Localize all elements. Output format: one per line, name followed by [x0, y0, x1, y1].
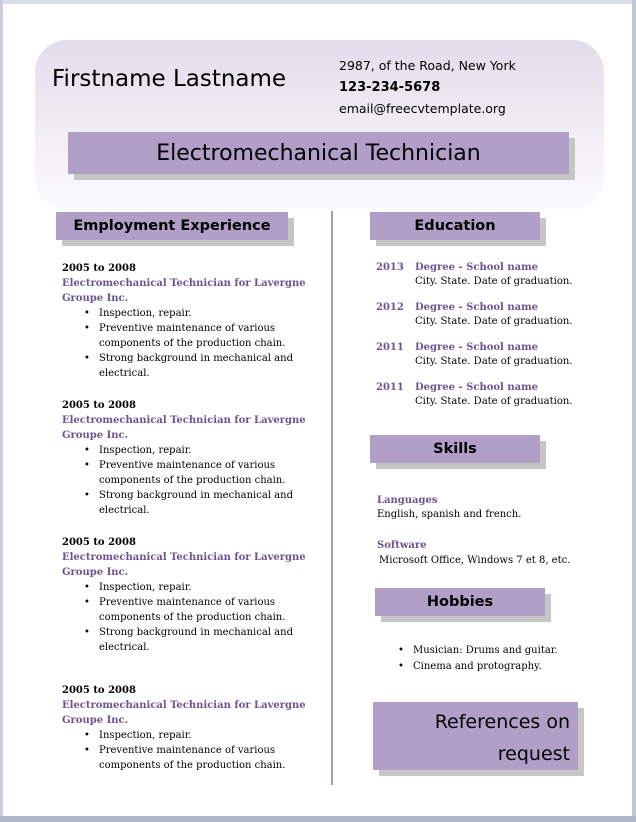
- education-degree: Degree - School name: [415, 262, 539, 273]
- hobby-item: • Musician: Drums and guitar.: [413, 643, 623, 659]
- job-bullet: • Preventive maintenance of various components of the production chain.: [99, 321, 326, 351]
- skill-software-value: Microsoft Office, Windows 7 et 8, etc.: [379, 555, 571, 566]
- education-details: City. State. Date of graduation.: [415, 316, 573, 327]
- references-line-2: request: [497, 743, 570, 765]
- job-entry: [62, 535, 326, 655]
- job-date: 2005 to 2008: [62, 263, 136, 274]
- job-bullet: • Inspection, repair.: [99, 443, 326, 458]
- job-title-banner: Electromechanical Technician: [68, 132, 569, 174]
- job-bullets: [62, 580, 326, 655]
- job-date: 2005 to 2008: [62, 537, 136, 548]
- education-degree: Degree - School name: [415, 302, 539, 313]
- education-details: City. State. Date of graduation.: [415, 356, 573, 367]
- hobby-item: • Cinema and protography.: [413, 659, 623, 675]
- contact-phone: 123-234-5678: [339, 80, 441, 95]
- education-year: 2011: [376, 342, 404, 353]
- job-bullet: • Preventive maintenance of various components of the production chain.: [99, 595, 326, 625]
- contact-email: email@freecvtemplate.org: [339, 101, 506, 116]
- skill-languages-label: Languages: [377, 495, 438, 506]
- job-role: Electromechanical Technician for Lavergne Groupe Inc.: [62, 415, 306, 441]
- job-role: Electromechanical Technician for Lavergne Groupe Inc.: [62, 700, 306, 726]
- job-bullet: • Preventive maintenance of various components of the production chain.: [99, 743, 326, 773]
- job-entry: [62, 683, 326, 773]
- references-text: [380, 706, 570, 770]
- education-degree: Degree - School name: [415, 382, 539, 393]
- job-date: 2005 to 2008: [62, 400, 136, 411]
- section-header-employment: Employment Experience: [56, 212, 288, 240]
- hobbies-list: [398, 643, 623, 675]
- job-entry: [62, 261, 326, 381]
- window-frame-bottom: [0, 816, 636, 822]
- skill-software-label: Software: [377, 540, 427, 551]
- education-degree: Degree - School name: [415, 342, 539, 353]
- education-year: 2013: [376, 262, 404, 273]
- job-bullet: • Inspection, repair.: [99, 728, 326, 743]
- job-bullet: • Strong background in mechanical and electrical.: [99, 625, 326, 655]
- references-banner: [373, 702, 578, 770]
- references-line-1: References on: [434, 711, 570, 733]
- job-bullets: [62, 443, 326, 518]
- window-frame-top: [0, 0, 636, 4]
- job-bullet: • Inspection, repair.: [99, 306, 326, 321]
- window-frame-left: [0, 0, 3, 822]
- job-role: Electromechanical Technician for Lavergne Groupe Inc.: [62, 278, 306, 304]
- job-bullets: [62, 306, 326, 381]
- candidate-name: Firstname Lastname: [52, 66, 287, 92]
- job-bullet: • Strong background in mechanical and electrical.: [99, 351, 326, 381]
- section-header-skills: Skills: [370, 435, 540, 463]
- job-bullet: • Strong background in mechanical and electrical.: [99, 488, 326, 518]
- job-date: 2005 to 2008: [62, 685, 136, 696]
- education-year: 2012: [376, 302, 404, 313]
- window-frame-right: [632, 0, 636, 822]
- job-bullet: • Preventive maintenance of various components of the production chain.: [99, 458, 326, 488]
- job-entry: [62, 398, 326, 518]
- education-year: 2011: [376, 382, 404, 393]
- job-role: Electromechanical Technician for Lavergne Groupe Inc.: [62, 552, 306, 578]
- contact-address: 2987, of the Road, New York: [339, 58, 516, 73]
- job-bullets: [62, 728, 326, 773]
- section-header-education: Education: [370, 212, 540, 240]
- column-divider: [331, 211, 333, 785]
- education-details: City. State. Date of graduation.: [415, 396, 573, 407]
- education-details: City. State. Date of graduation.: [415, 276, 573, 287]
- job-bullet: • Inspection, repair.: [99, 580, 326, 595]
- skill-languages-value: English, spanish and french.: [377, 509, 522, 520]
- section-header-hobbies: Hobbies: [375, 588, 545, 616]
